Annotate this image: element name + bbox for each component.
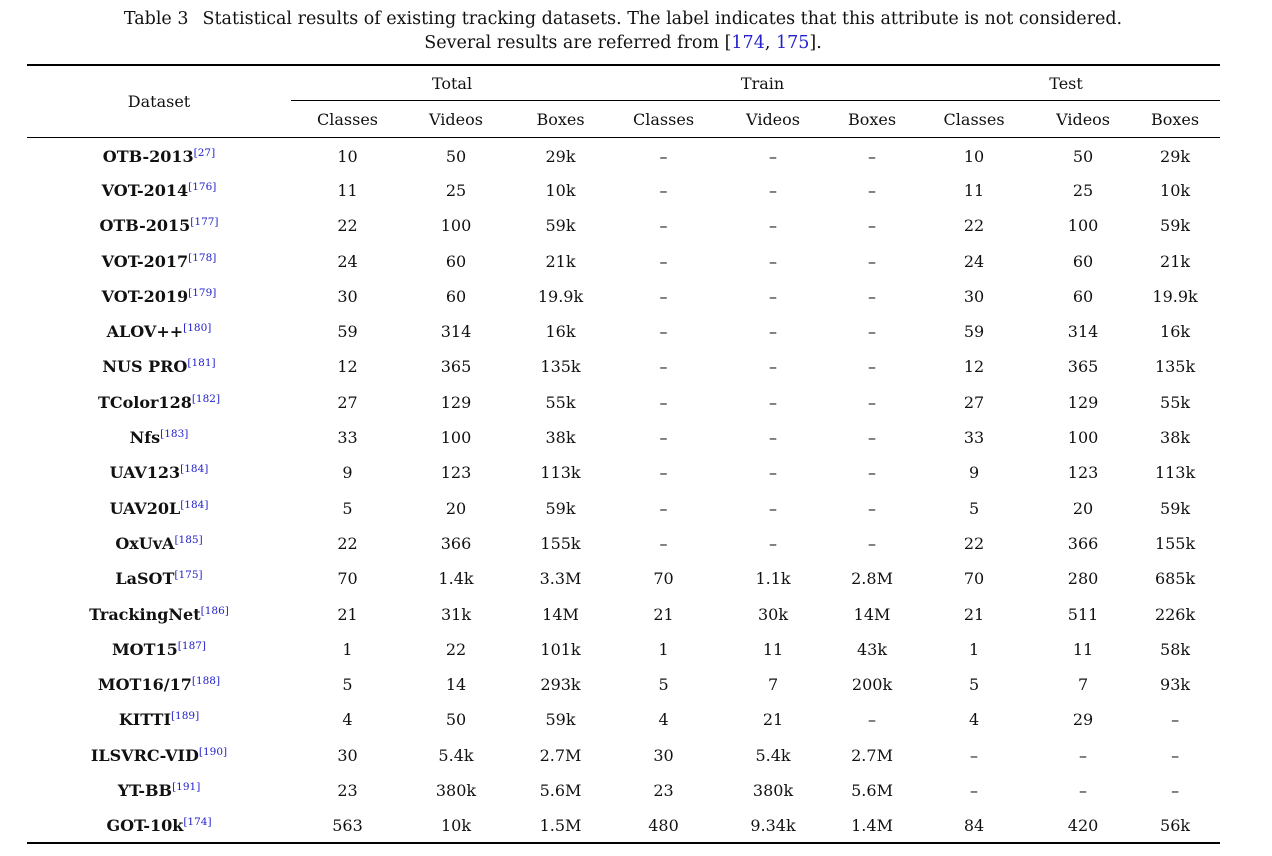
table-cell: – (769, 216, 778, 236)
table-cell: 7 (767, 675, 779, 695)
table-cell: 30 (337, 745, 358, 765)
table-cell: 21 (963, 604, 985, 624)
table-cell: 27 (337, 392, 358, 412)
table-cell: 60 (1072, 251, 1094, 271)
table-cell: 19.9k (1152, 286, 1198, 306)
table-row (27, 490, 1220, 525)
table-cell: 123 (1067, 463, 1099, 483)
table-cell: 10k (440, 815, 472, 835)
table-cell: 59k (545, 498, 576, 518)
table-cell: 113k (1154, 463, 1196, 483)
dataset-name: YT-BB (117, 780, 173, 800)
table-cell: – (769, 180, 778, 200)
citation-link[interactable]: [174] (183, 815, 212, 828)
dataset-name-cell (27, 632, 291, 667)
table-cell: – (659, 392, 668, 412)
table-cell: 43k (857, 639, 888, 659)
table-cell: 21 (653, 604, 674, 624)
table-cell: 5 (968, 498, 980, 518)
dataset-name-cell (27, 455, 291, 490)
table-cell: 58k (1160, 639, 1191, 659)
table-row (27, 455, 1220, 490)
table-cell: 480 (648, 815, 679, 835)
table-cell: – (868, 180, 877, 200)
table-cell: – (659, 216, 668, 236)
table-cell: 100 (1067, 428, 1099, 448)
dataset-name: KITTI (118, 710, 171, 730)
table-cell: 4 (658, 710, 669, 730)
citation-link[interactable]: [176] (188, 180, 217, 193)
table-cell: 84 (963, 815, 985, 835)
table-cell: 101k (540, 639, 581, 659)
table-cell: – (659, 251, 668, 271)
caption-line-1 (0, 7, 1246, 31)
table-cell: 366 (1067, 533, 1099, 553)
dataset-name-cell (27, 667, 291, 702)
table-cell: – (970, 745, 979, 765)
table-row (27, 138, 1220, 173)
dataset-name: TColor128 (97, 392, 192, 412)
table-cell: 5.4k (438, 745, 474, 765)
table-cell: 22 (963, 533, 985, 553)
table-row (27, 596, 1220, 631)
dataset-column-header: Dataset (27, 65, 291, 138)
table-cell: 365 (440, 357, 472, 377)
table-row (27, 173, 1220, 208)
dataset-name: TrackingNet (89, 604, 201, 624)
table-cell: 563 (332, 815, 363, 835)
dataset-name-cell (27, 420, 291, 455)
table-cell: 38k (1160, 428, 1191, 448)
table-row (27, 385, 1220, 420)
table-cell: 11 (963, 180, 985, 200)
table-cell: 60 (1072, 286, 1094, 306)
table-cell: 60 (445, 286, 467, 306)
table-cell: – (868, 710, 877, 730)
table-cell: – (1171, 745, 1180, 765)
citation-link[interactable]: [188] (191, 675, 221, 688)
dataset-name-cell (27, 526, 291, 561)
table-cell: 93k (1160, 675, 1191, 695)
dataset-name: UAV20L (109, 498, 181, 518)
table-cell: 9 (968, 463, 980, 483)
table-cell: 55k (545, 392, 576, 412)
table-cell: 55k (1160, 392, 1191, 412)
table-cell: 2.7M (851, 745, 893, 765)
table-cell: 56k (1160, 815, 1191, 835)
citation-link[interactable]: [184] (180, 498, 209, 511)
table-cell: 3.3M (539, 569, 582, 589)
dataset-name-cell (27, 279, 291, 314)
table-cell: 16k (1160, 322, 1191, 342)
citation-link[interactable]: [182] (191, 392, 221, 405)
table-cell: 129 (440, 392, 472, 412)
table-cell: – (659, 533, 668, 553)
table-cell: 31k (440, 604, 472, 624)
table-cell: 70 (337, 569, 358, 589)
table-cell: 1 (342, 639, 353, 659)
citation-link[interactable]: [179] (188, 286, 217, 299)
dataset-name-cell (27, 385, 291, 420)
table-row (27, 808, 1220, 843)
table-cell: 30 (337, 286, 358, 306)
table-cell: 12 (963, 357, 985, 377)
table-cell: 59k (545, 710, 576, 730)
table-cell: 50 (445, 710, 467, 730)
table-cell: 22 (963, 216, 985, 236)
table-cell: 9.34k (750, 815, 796, 835)
dataset-name: OTB-2013 (102, 146, 194, 166)
citation-link[interactable]: [190] (198, 745, 228, 758)
dataset-name-cell (27, 349, 291, 384)
table-cell: 30k (758, 604, 789, 624)
table-cell: 11 (1072, 639, 1094, 659)
table-body (27, 138, 1220, 844)
citation-link[interactable]: [185] (174, 533, 203, 546)
table-cell: – (769, 428, 778, 448)
table-row (27, 349, 1220, 384)
dataset-name: ILSVRC-VID (90, 745, 199, 765)
dataset-name-cell (27, 808, 291, 843)
table-cell: 100 (440, 428, 472, 448)
table-cell: 200k (851, 675, 893, 695)
table-cell: 420 (1067, 815, 1099, 835)
column-header: Videos (714, 101, 832, 138)
citation-link[interactable]: [178] (188, 251, 217, 264)
dataset-statistics-table (27, 64, 1220, 844)
table-cell: 29k (1160, 146, 1191, 166)
citation-link[interactable]: [189] (170, 710, 200, 723)
table-cell: 22 (337, 533, 358, 553)
table-cell: 365 (1067, 357, 1099, 377)
table-cell: 1 (658, 639, 669, 659)
table-cell: – (659, 322, 668, 342)
citation-link[interactable]: [27] (193, 146, 216, 159)
table-cell: 380k (752, 780, 794, 800)
table-cell: 21 (762, 710, 784, 730)
dataset-name-cell (27, 596, 291, 631)
table-cell: – (868, 146, 877, 166)
dataset-name: NUS PRO (102, 357, 188, 377)
table-cell: 293k (540, 675, 581, 695)
dataset-name: VOT-2019 (101, 286, 189, 306)
table-cell: 314 (440, 322, 472, 342)
table-cell: – (868, 251, 877, 271)
table-cell: 22 (445, 639, 467, 659)
table-cell: 25 (445, 180, 467, 200)
table-cell: 59 (337, 322, 358, 342)
table-cell: 20 (445, 498, 467, 518)
caption-line2-prefix: Several results are referred from [ (424, 33, 732, 53)
table-cell: 1.1k (755, 569, 791, 589)
dataset-name-cell (27, 138, 291, 173)
table-cell: 59 (963, 322, 985, 342)
table-cell: – (868, 498, 877, 518)
table-cell: – (1171, 780, 1180, 800)
table-cell: 155k (540, 533, 581, 553)
table-cell: 10k (1160, 180, 1191, 200)
table-cell: 21k (545, 251, 576, 271)
table-cell: 2.7M (539, 745, 582, 765)
table-cell: 59k (1160, 498, 1191, 518)
table-cell: 511 (1067, 604, 1099, 624)
table-cell: 7 (1077, 675, 1089, 695)
table-row (27, 702, 1220, 737)
table-cell: 60 (445, 251, 467, 271)
table-cell: – (868, 392, 877, 412)
table-cell: 30 (963, 286, 985, 306)
dataset-name: VOT-2014 (101, 180, 189, 200)
table-cell: 50 (1072, 146, 1094, 166)
table-cell: 14M (853, 604, 891, 624)
table-cell: 10 (963, 146, 985, 166)
dataset-name-cell (27, 490, 291, 525)
dataset-name: ALOV++ (106, 322, 184, 342)
dataset-name: UAV123 (109, 463, 181, 483)
table-cell: 33 (337, 428, 358, 448)
table-cell: 5 (342, 675, 353, 695)
table-cell: – (769, 463, 778, 483)
dataset-name-cell (27, 173, 291, 208)
table-cell: 16k (545, 322, 576, 342)
table-cell: 29k (545, 146, 576, 166)
table-cell: 226k (1154, 604, 1196, 624)
table-row (27, 632, 1220, 667)
table-row (27, 773, 1220, 808)
table-cell: 30 (653, 745, 674, 765)
dataset-name: OTB-2015 (99, 216, 191, 236)
caption-line-2 (0, 31, 1246, 55)
table-cell: 4 (342, 710, 353, 730)
table-cell: – (1079, 745, 1088, 765)
table-cell: 50 (445, 146, 467, 166)
table-cell: 366 (440, 533, 472, 553)
dataset-name: GOT-10k (106, 815, 184, 835)
dataset-name-cell (27, 773, 291, 808)
table-row (27, 526, 1220, 561)
column-header: Boxes (1130, 101, 1220, 138)
table-cell: 135k (1154, 357, 1196, 377)
table-cell: 14 (445, 675, 467, 695)
column-header: Classes (613, 101, 714, 138)
table-cell: 70 (963, 569, 985, 589)
table-cell: 21k (1160, 251, 1191, 271)
caption-separator: , (764, 33, 776, 53)
table-cell: 11 (762, 639, 784, 659)
table-cell: – (970, 780, 979, 800)
table-row (27, 243, 1220, 278)
table-cell: 10 (337, 146, 358, 166)
table-cell: – (1171, 710, 1180, 730)
dataset-name: LaSOT (115, 569, 175, 589)
citation-link[interactable]: [186] (200, 604, 229, 617)
table-cell: – (868, 357, 877, 377)
caption-text: Statistical results of existing tracking datasets. The label indicates that this attribute is not considered. (202, 9, 1123, 29)
table-cell: 22 (337, 216, 358, 236)
table-cell: – (659, 146, 668, 166)
dataset-name-cell (27, 314, 291, 349)
table-cell: – (868, 428, 877, 448)
citation-link[interactable]: 175 (775, 33, 810, 53)
dataset-name: MOT16/17 (97, 675, 192, 695)
table-cell: – (769, 533, 778, 553)
table-cell: 1.5M (539, 815, 582, 835)
table-cell: 155k (1154, 533, 1196, 553)
column-header: Videos (1036, 101, 1130, 138)
table-cell: 113k (540, 463, 581, 483)
table-cell: 1 (968, 639, 980, 659)
table-cell: – (1079, 780, 1088, 800)
table-cell: 20 (1072, 498, 1094, 518)
column-header: Videos (404, 101, 508, 138)
dataset-name: Nfs (129, 428, 161, 448)
table-row (27, 314, 1220, 349)
dataset-name: VOT-2017 (101, 251, 189, 271)
table-cell: – (769, 322, 778, 342)
table-cell: 5.6M (539, 780, 582, 800)
table-cell: – (769, 357, 778, 377)
table-row (27, 208, 1220, 243)
table-cell: 23 (653, 780, 674, 800)
citation-link[interactable]: [183] (160, 428, 189, 441)
dataset-name-cell (27, 738, 291, 773)
table-cell: 25 (1072, 180, 1094, 200)
table-cell: 5.6M (851, 780, 893, 800)
table-cell: – (659, 180, 668, 200)
table-cell: 11 (337, 180, 358, 200)
table-cell: – (769, 251, 778, 271)
caption-line2-suffix: ]. (809, 33, 822, 53)
table-row (27, 667, 1220, 702)
table-cell: 10k (545, 180, 576, 200)
column-header: Boxes (508, 101, 613, 138)
citation-link[interactable]: [191] (172, 780, 201, 793)
table-number: Table 3 (123, 9, 189, 29)
dataset-name-cell (27, 243, 291, 278)
citation-link[interactable]: [184] (180, 463, 209, 476)
table-cell: 70 (653, 569, 674, 589)
column-header: Boxes (832, 101, 912, 138)
table-cell: – (659, 357, 668, 377)
table-row (27, 738, 1220, 773)
table-cell: 29 (1072, 710, 1094, 730)
table-cell: 685k (1154, 569, 1196, 589)
dataset-name-cell (27, 561, 291, 596)
dataset-name-cell (27, 702, 291, 737)
column-header: Classes (291, 101, 404, 138)
table-cell: 1.4M (851, 815, 893, 835)
table-cell: 33 (963, 428, 985, 448)
table-cell: 5.4k (755, 745, 791, 765)
table-cell: – (868, 322, 877, 342)
table-cell: 12 (337, 357, 358, 377)
dataset-name: OxUvA (115, 533, 175, 553)
table-cell: – (659, 498, 668, 518)
table-row (27, 420, 1220, 455)
group-header-test: Test (912, 65, 1220, 101)
table-cell: 24 (337, 251, 358, 271)
table-cell: 24 (963, 251, 985, 271)
table-cell: 5 (658, 675, 669, 695)
column-header: Classes (912, 101, 1036, 138)
table-cell: 123 (440, 463, 472, 483)
table-caption (0, 7, 1246, 55)
table-cell: – (868, 463, 877, 483)
table-cell: – (868, 216, 877, 236)
group-header-train: Train (613, 65, 912, 101)
table-cell: 38k (545, 428, 576, 448)
table-cell: 129 (1067, 392, 1099, 412)
table-cell: – (769, 392, 778, 412)
table-cell: 19.9k (537, 286, 584, 306)
citation-link[interactable]: [181] (187, 357, 216, 370)
table-cell: 23 (337, 780, 358, 800)
table-cell: – (769, 146, 778, 166)
table-cell: 100 (440, 216, 472, 236)
table-cell: – (868, 533, 877, 553)
table-cell: 2.8M (851, 569, 893, 589)
table-cell: 27 (963, 392, 985, 412)
table-cell: 14M (542, 604, 579, 624)
citation-link[interactable]: 174 (731, 33, 765, 53)
table-cell: 314 (1067, 322, 1099, 342)
table-cell: 100 (1067, 216, 1099, 236)
table-row (27, 561, 1220, 596)
table-cell: – (659, 428, 668, 448)
table-cell: 5 (342, 498, 353, 518)
group-header-total: Total (291, 65, 613, 101)
table-cell: – (659, 286, 668, 306)
table-cell: 59k (1160, 216, 1191, 236)
citation-link[interactable]: [187] (177, 639, 207, 652)
table-cell: 5 (968, 675, 980, 695)
citation-link[interactable]: [180] (183, 322, 212, 335)
table-cell: – (769, 286, 778, 306)
table-cell: 1.4k (438, 569, 474, 589)
table-cell: 380k (435, 780, 477, 800)
citation-link[interactable]: [177] (190, 216, 219, 229)
dataset-name: MOT15 (111, 639, 178, 659)
table-cell: 4 (968, 710, 980, 730)
table-cell: – (769, 498, 778, 518)
citation-link[interactable]: [175] (174, 569, 203, 582)
table-cell: 59k (545, 216, 576, 236)
dataset-name-cell (27, 208, 291, 243)
table-cell: 280 (1067, 569, 1099, 589)
table-cell: 9 (342, 463, 353, 483)
table-cell: 21 (337, 604, 358, 624)
table-cell: – (868, 286, 877, 306)
table-cell: 135k (540, 357, 581, 377)
table-row (27, 279, 1220, 314)
table-cell: – (659, 463, 668, 483)
